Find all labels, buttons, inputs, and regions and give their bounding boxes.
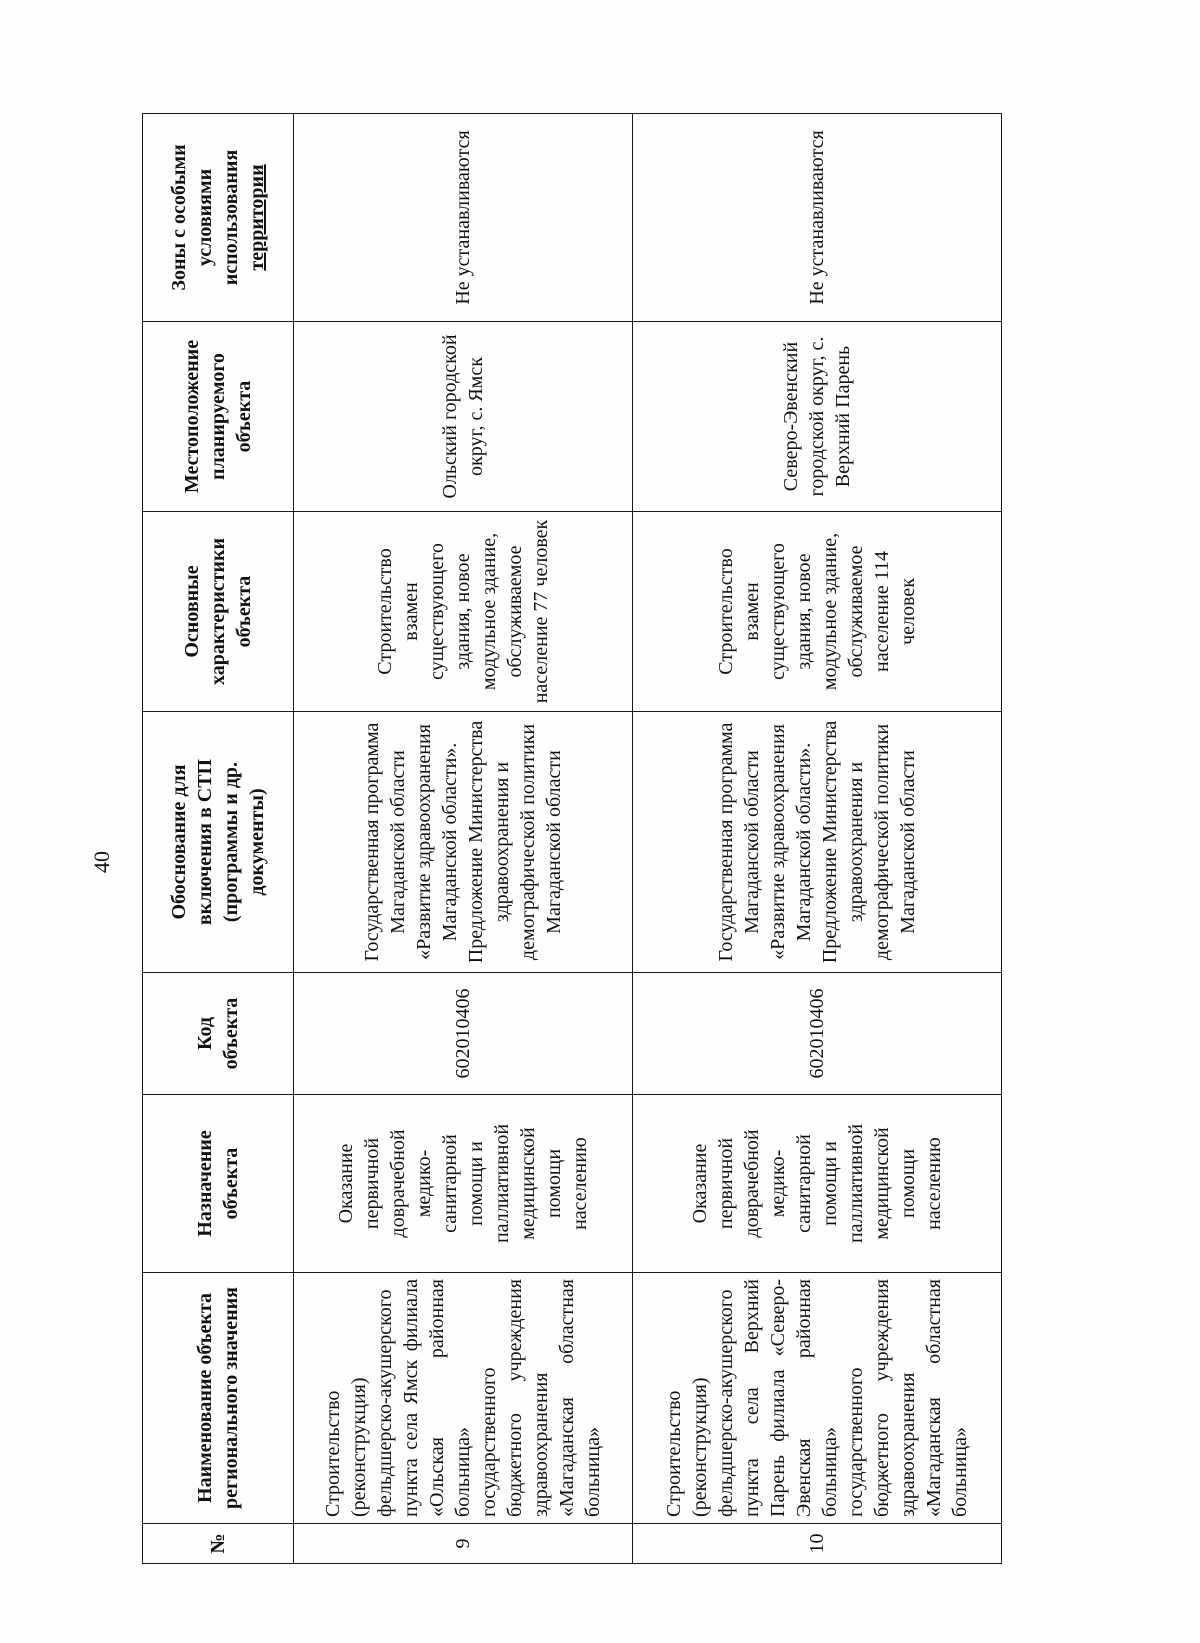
cell-location: Северо-Эвенский городской округ, с. Верхний Парень (633, 322, 1002, 512)
header-code: Код объекта (143, 973, 294, 1095)
header-basis: Обоснование для включения в СТП (программы и др. документы) (143, 712, 294, 973)
rotated-landscape-page (142, 114, 1002, 1564)
cell-characteristics: Строительство взамен существующего здания, новое модульное здание, обслуживаемое население 114 человек (633, 512, 1002, 712)
cell-name: Строительство (реконструкция) фельдшерско-акушерского пункта села Ямск филиала «Ольская районная больница» государственного бюджетного учреждения здравоохранения «Магаданская областная больница» (294, 1273, 633, 1524)
cell-basis: Государственная программа Магаданской области «Развитие здравоохранения Магаданской области». Предложение Министерства здравоохранения и демографической политики Магаданской области (633, 712, 1002, 973)
cell-characteristics: Строительство взамен существующего здания, новое модульное здание, обслуживаемое население 77 человек (294, 512, 633, 712)
header-zones-text: Зоны с особыми условиями использования (168, 144, 242, 291)
header-num: № (143, 1524, 294, 1564)
cell-zones: Не устанавливаются (294, 114, 633, 322)
table-row (294, 114, 633, 1564)
header-zones (143, 114, 294, 322)
cell-zones: Не устанавливаются (633, 114, 1002, 322)
header-purpose: Назначение объекта (143, 1095, 294, 1273)
cell-num: 9 (294, 1524, 633, 1564)
header-characteristics: Основные характеристики объекта (143, 512, 294, 712)
cell-code: 602010406 (633, 973, 1002, 1095)
cell-name: Строительство (реконструкция) фельдшерско-акушерского пункта села Верхний Парень филиала «Северо-Эвенская районная больница» государственного бюджетного учреждения здравоохранения «Магаданская областная больница» (633, 1273, 1002, 1524)
header-name: Наименование объекта регионального значения (143, 1273, 294, 1524)
cell-purpose: Оказание первичной доврачебной медико-санитарной помощи и паллиативной медицинской помощи населению (633, 1095, 1002, 1273)
cell-purpose: Оказание первичной доврачебной медико-санитарной помощи и паллиативной медицинской помощи населению (294, 1095, 633, 1273)
table-row (633, 114, 1002, 1564)
header-zones-territory: территории (246, 164, 268, 271)
page-number: 40 (89, 851, 114, 873)
cell-code: 602010406 (294, 973, 633, 1095)
cell-basis: Государственная программа Магаданской области «Развитие здравоохранения Магаданской области». Предложение Министерства здравоохранения и демографической политики Магаданской области (294, 712, 633, 973)
header-location: Местоположение планируемого объекта (143, 322, 294, 512)
cell-location: Ольский городской округ, с. Ямск (294, 322, 633, 512)
regional-objects-table (142, 113, 1002, 1564)
cell-num: 10 (633, 1524, 1002, 1564)
table-header-row (143, 114, 294, 1564)
